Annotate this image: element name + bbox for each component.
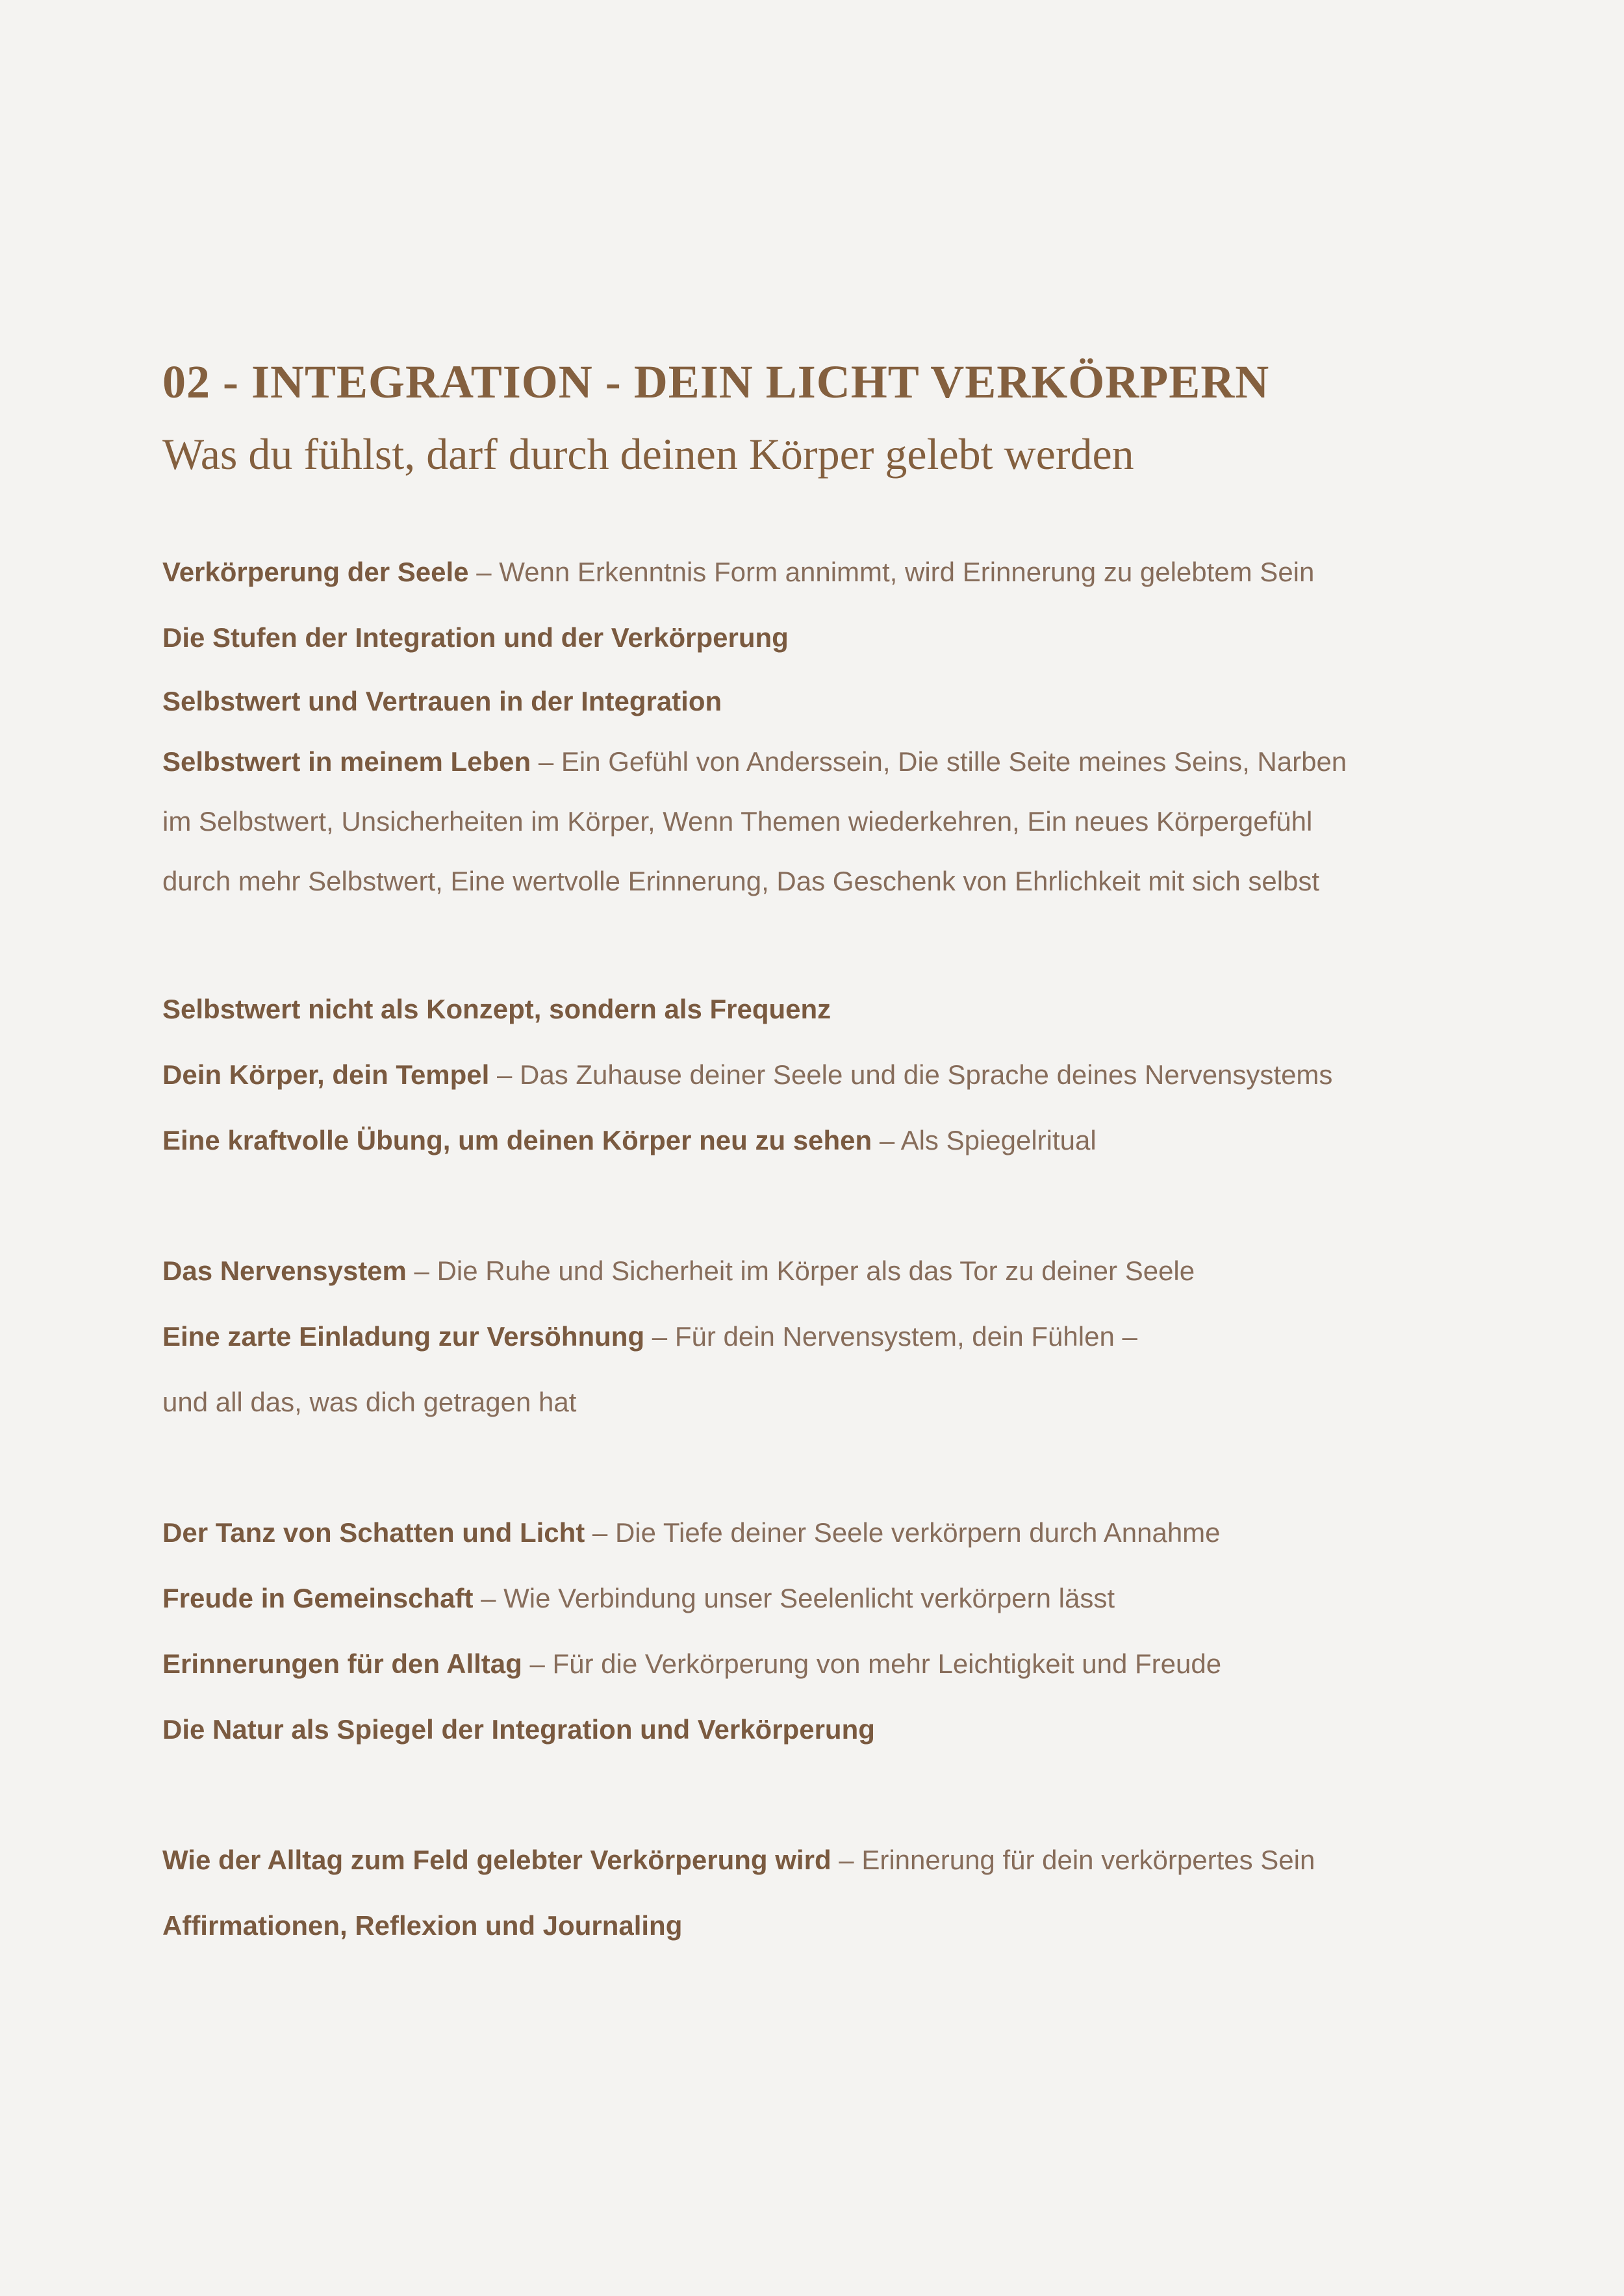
- toc-item-separator: –: [831, 1845, 862, 1875]
- toc-item-description: Für dein Nervensystem, dein Fühlen –: [674, 1321, 1137, 1352]
- toc-item: [162, 605, 1494, 670]
- section-spacer: [162, 1435, 1494, 1500]
- toc-item: [162, 1238, 1494, 1304]
- toc-item-description: Als Spiegelritual: [900, 1125, 1097, 1155]
- toc-item-separator: –: [644, 1321, 675, 1352]
- toc-item-description: Wie Verbindung unser Seelenlicht verkörpern lässt: [503, 1583, 1115, 1613]
- toc-item: [162, 1893, 1494, 1958]
- table-of-contents: [162, 539, 1494, 1958]
- toc-item-description: durch mehr Selbstwert, Eine wertvolle Erinnerung, Das Geschenk von Ehrlichkeit mit sich selbst: [162, 866, 1320, 896]
- toc-item-title: Erinnerungen für den Alltag: [162, 1648, 522, 1679]
- toc-item-title: Dein Körper, dein Tempel: [162, 1059, 490, 1090]
- toc-item-separator: –: [473, 1583, 504, 1613]
- section-spacer: [162, 1762, 1494, 1827]
- toc-item-separator: –: [872, 1125, 901, 1155]
- toc-item-title: Das Nervensystem: [162, 1255, 407, 1286]
- toc-item-title: Die Natur als Spiegel der Integration und Verkörperung: [162, 1714, 875, 1745]
- toc-item-title: Eine kraftvolle Übung, um deinen Körper neu zu sehen: [162, 1125, 872, 1155]
- toc-item-description: Wenn Erkenntnis Form annimmt, wird Erinnerung zu gelebtem Sein: [499, 557, 1315, 587]
- toc-item-title: Selbstwert und Vertrauen in der Integration: [162, 686, 722, 716]
- toc-item-description: und all das, was dich getragen hat: [162, 1387, 577, 1417]
- toc-item: [162, 732, 1494, 792]
- toc-item-title: Selbstwert nicht als Konzept, sondern als Frequenz: [162, 994, 831, 1024]
- toc-item-title: Die Stufen der Integration und der Verkörperung: [162, 622, 789, 653]
- toc-item: [162, 1565, 1494, 1631]
- toc-item-title: Der Tanz von Schatten und Licht: [162, 1517, 585, 1548]
- toc-item: [162, 1500, 1494, 1565]
- toc-item-separator: –: [522, 1648, 553, 1679]
- toc-item: [162, 1042, 1494, 1107]
- toc-item-title: Selbstwert in meinem Leben: [162, 746, 531, 777]
- page-subtitle: Was du fühlst, darf durch deinen Körper gelebt werden: [162, 429, 1134, 479]
- toc-item-description: Erinnerung für dein verkörpertes Sein: [861, 1845, 1315, 1875]
- toc-item-separator: –: [489, 1059, 520, 1090]
- content: [162, 351, 1494, 1941]
- toc-item: [162, 1107, 1494, 1173]
- toc-item-title: Eine zarte Einladung zur Versöhnung: [162, 1321, 645, 1352]
- section-spacer: [162, 911, 1494, 976]
- toc-item-separator: –: [585, 1517, 615, 1548]
- toc-item-continuation: [162, 1369, 1494, 1435]
- toc-item-description: Für die Verkörperung von mehr Leichtigkeit und Freude: [552, 1648, 1222, 1679]
- toc-item-separator: –: [531, 746, 561, 777]
- toc-item: [162, 670, 1494, 732]
- toc-item-continuation: [162, 852, 1494, 911]
- toc-item-separator: –: [468, 557, 500, 587]
- toc-item-description: im Selbstwert, Unsicherheiten im Körper, Wenn Themen wiederkehren, Ein neues Körpergefühl: [162, 806, 1313, 837]
- toc-item-title: Freude in Gemeinschaft: [162, 1583, 474, 1613]
- toc-item: [162, 1827, 1494, 1893]
- toc-item: [162, 1631, 1494, 1697]
- page-title: 02 - INTEGRATION - DEIN LICHT VERKÖRPERN: [162, 356, 1270, 408]
- toc-item-continuation: [162, 792, 1494, 852]
- toc-item: [162, 976, 1494, 1042]
- toc-item: [162, 1697, 1494, 1762]
- toc-item-title: Affirmationen, Reflexion und Journaling: [162, 1910, 683, 1941]
- toc-item: [162, 539, 1494, 605]
- toc-item-description: Das Zuhause deiner Seele und die Sprache deines Nervensystems: [520, 1059, 1333, 1090]
- toc-item-description: Die Tiefe deiner Seele verkörpern durch Annahme: [615, 1517, 1221, 1548]
- toc-item-description: Ein Gefühl von Anderssein, Die stille Seite meines Seins, Narben: [561, 746, 1347, 777]
- toc-item-title: Verkörperung der Seele: [162, 557, 469, 587]
- toc-item-title: Wie der Alltag zum Feld gelebter Verkörperung wird: [162, 1845, 831, 1875]
- section-spacer: [162, 1173, 1494, 1238]
- toc-item-separator: –: [406, 1255, 437, 1286]
- toc-item-description: Die Ruhe und Sicherheit im Körper als das Tor zu deiner Seele: [437, 1255, 1195, 1286]
- toc-item: [162, 1304, 1494, 1369]
